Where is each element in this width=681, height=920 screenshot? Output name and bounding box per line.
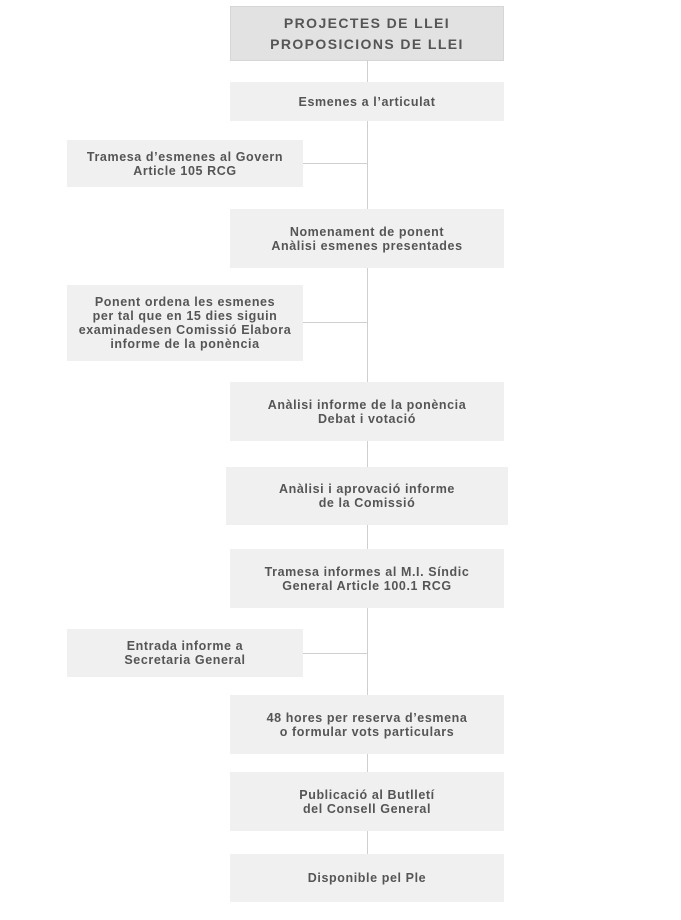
step-disponible-ple [230, 854, 504, 902]
step-line: Debat i votació [318, 411, 416, 426]
side-note-line: informe de la ponència [110, 337, 260, 351]
side-note-line: examinadesen Comissió Elabora [78, 323, 292, 337]
step-line: o formular vots particulars [279, 724, 455, 739]
side-note-line: Ponent ordena les esmenes [94, 295, 276, 309]
step-analisi-informe-ponencia [230, 382, 504, 441]
step-line: del Consell General [302, 801, 432, 816]
step-publicacio-butlleti [230, 772, 504, 831]
step-line: Nomenament de ponent [289, 224, 445, 239]
branch-connector-3 [303, 653, 368, 654]
step-line: Anàlisi i aprovació informe [279, 482, 455, 496]
flow-title-box [230, 6, 504, 61]
flow-title-line-1: PROJECTES DE LLEI [283, 14, 451, 31]
step-tramesa-informes-sindic [230, 549, 504, 608]
side-note-line: Article 105 RCG [133, 163, 237, 178]
side-note-tramesa-esmenes-govern [67, 140, 303, 187]
step-line: de la Comissió [318, 496, 416, 510]
side-note-entrada-informe-secretaria [67, 629, 303, 677]
side-note-line: per tal que en 15 dies siguin [92, 309, 278, 323]
step-esmenes-articulat [230, 82, 504, 121]
step-aprovacio-informe-comissio [226, 467, 508, 525]
step-line: Anàlisi informe de la ponència [267, 397, 467, 412]
side-note-line: Entrada informe a [126, 639, 244, 653]
step-line: Esmenes a l’articulat [298, 94, 436, 109]
flow-title-line-2: PROPOSICIONS DE LLEI [270, 35, 464, 52]
branch-connector-2 [303, 322, 368, 323]
side-note-line: Tramesa d’esmenes al Govern [86, 149, 284, 164]
step-line: Publicació al Butlletí [299, 787, 435, 802]
step-line: 48 hores per reserva d’esmena [266, 710, 468, 725]
step-line: Tramesa informes al M.I. Síndic [264, 564, 470, 579]
side-note-ponent-ordena-esmenes [67, 285, 303, 361]
step-line: General Article 100.1 RCG [282, 578, 452, 593]
step-nomenament-ponent [230, 209, 504, 268]
step-line: Disponible pel Ple [307, 871, 427, 885]
branch-connector-1 [303, 163, 368, 164]
step-48-hores-reserva [230, 695, 504, 754]
side-note-line: Secretaria General [124, 653, 246, 667]
step-line: Anàlisi esmenes presentades [271, 238, 463, 253]
